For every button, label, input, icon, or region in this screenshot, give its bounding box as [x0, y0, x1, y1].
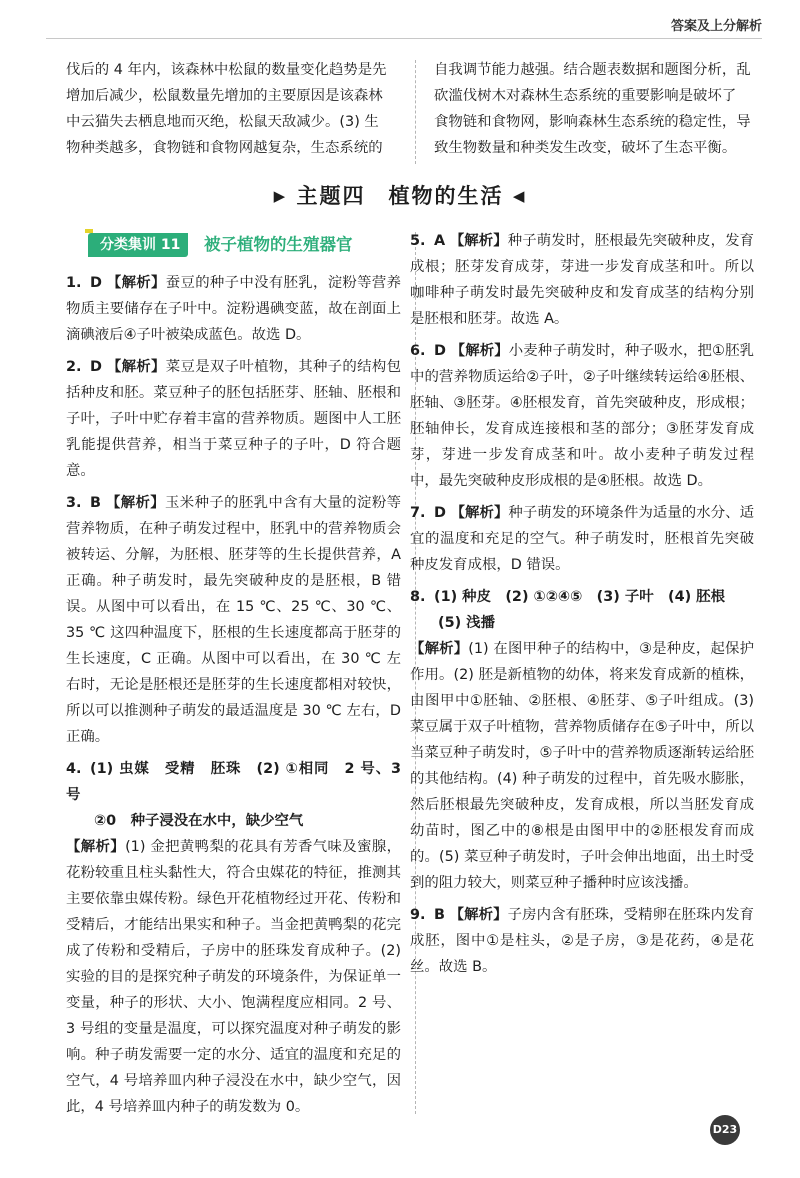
answer-line: (1) 种皮 (2) ①②④⑤ (3) 子叶 (4) 胚根 [434, 589, 725, 605]
section-title: 被子植物的生殖器官 [204, 235, 353, 254]
item-number: 6. [410, 343, 426, 359]
text-line: 增加后减少，松鼠数量先增加的主要原因是该森林 [66, 88, 383, 104]
analysis-text: 子房内含有胚珠，受精卵在胚珠内发育成胚，图中①是柱头，②是子房，③是花药，④是花丝。故选 B。 [410, 907, 754, 975]
analysis-tag: 【解析】 [105, 495, 166, 511]
running-header: 答案及上分解析 [670, 19, 762, 34]
answer-item-2 [66, 354, 401, 484]
text-line: 致生物数量和种类发生改变，破坏了生态平衡。 [434, 140, 737, 156]
answer-item-5 [410, 228, 754, 332]
analysis-text: 蚕豆的种子中没有胚乳，淀粉等营养物质主要储存在子叶中。淀粉遇碘变蓝，故在剖面上滴碘液后④子叶被染成蓝色。故选 D。 [66, 275, 401, 343]
analysis-tag: 【解析】 [106, 359, 166, 375]
item-number: 8. [410, 589, 426, 605]
analysis-tag: 【解析】 [450, 505, 509, 521]
continuation-right [434, 57, 754, 161]
item-number: 2. [66, 359, 82, 375]
answer-choice: D [90, 359, 102, 375]
analysis-tag: 【解析】 [410, 641, 469, 657]
column-divider [415, 60, 416, 164]
text-line: 伐后的 4 年内，该森林中松鼠的数量变化趋势是先 [66, 62, 387, 78]
analysis-text: 种子萌发的环境条件为适量的水分、适宜的温度和充足的空气。种子萌发时，胚根首先突破种皮发育成根，D 错误。 [410, 505, 754, 573]
answer-choice: D [434, 343, 446, 359]
answer-choice: D [90, 275, 102, 291]
left-column [66, 270, 401, 1120]
analysis-text: (1) 在图甲种子的结构中，③是种皮，起保护作用。(2) 胚是新植物的幼体，将来发育成新的植株，由图甲中①胚轴、②胚根、④胚芽、⑤子叶组成。(3) 菜豆属于双子叶植物，营养物质储存在⑤子叶中，所以当菜豆种子萌发时，⑤子叶中的营养物质逐渐转运给胚的其他结构。(4) 种子萌发的过程中，首先吸水膨胀，然后胚根最先突破种皮，发育成根，所以当胚发育成幼苗时，图乙中的⑧根是由图甲中的②胚根发育而成的。(5) 菜豆种子萌发时，子叶会伸出地面，出土时受到的阻力较大，则菜豆种子播种时应该浅播。 [410, 641, 754, 891]
answer-item-4 [66, 756, 401, 1120]
triangle-right-icon: ▶ [273, 187, 288, 205]
analysis-text: 种子萌发时，胚根最先突破种皮，发育成根；胚芽发育成芽，芽进一步发育成茎和叶。所以咖啡种子萌发时最先突破种皮和发育成茎的结构分别是胚根和胚芽。故选 A。 [410, 233, 754, 327]
analysis-text: 菜豆是双子叶植物，其种子的结构包括种皮和胚。菜豆种子的胚包括胚芽、胚轴、胚根和子叶，子叶中贮存着丰富的营养物质。题图中人工胚乳能提供营养，相当于菜豆种子的子叶，D 符合题意。 [66, 359, 401, 479]
analysis-text: (1) 金把黄鸭梨的花具有芳香气味及蜜腺，花粉较重且柱头黏性大，符合虫媒花的特征，推测其主要依靠虫媒传粉。绿色开花植物经过开花、传粉和受精后，才能结出果实和种子。当金把黄鸭梨的花完成了传粉和受精后，子房中的胚珠发育成种子。(2) 实验的目的是探究种子萌发的环境条件，为保证单一变量，种子的形状、大小、饱满程度应相同。2 号、3 号组的变量是温度，可以探究温度对种子萌发的影响。种子萌发需要一定的水分、适宜的温度和充足的空气，4 号培养皿内种子浸没在水中，缺少空气，因此，4 号培养皿内种子的萌发数为 0。 [66, 839, 401, 1115]
continuation-left [66, 57, 400, 161]
answer-line: (1) 虫媒 受精 胚珠 (2) ①相同 2 号、3 号 [66, 761, 401, 803]
answer-choice: B [434, 907, 445, 923]
item-number: 5. [410, 233, 426, 249]
analysis-tag: 【解析】 [66, 839, 126, 855]
answer-line: ②0 种子浸没在水中，缺少空气 [94, 813, 304, 829]
answer-item-7 [410, 500, 754, 578]
item-number: 9. [410, 907, 426, 923]
answer-item-6 [410, 338, 754, 494]
answer-item-1 [66, 270, 401, 348]
analysis-text: 小麦种子萌发时，种子吸水，把①胚乳中的营养物质运给②子叶，②子叶继续转运给④胚根、胚轴、③胚芽。④胚根发育，首先突破种皮，形成根；胚轴伸长，发育成连接根和茎的部分；③胚芽发育成芽，芽进一步发育成茎和叶。故小麦种子萌发过程中，最先突破种皮形成根的是④胚根。故选 D。 [410, 343, 755, 489]
item-number: 4. [66, 761, 82, 777]
answer-choice: D [434, 505, 446, 521]
text-line: 中云猫失去栖息地而灭绝，松鼠天敌减少。(3) 生 [66, 114, 379, 130]
item-number: 1. [66, 275, 82, 291]
analysis-tag: 【解析】 [449, 233, 508, 249]
analysis-tag: 【解析】 [450, 343, 509, 359]
answer-item-3 [66, 490, 401, 750]
text-line: 自我调节能力越强。结合题表数据和题图分析，乱 [434, 62, 751, 78]
analysis-tag: 【解析】 [106, 275, 166, 291]
header-rule [46, 38, 762, 39]
item-number: 7. [410, 505, 426, 521]
text-line: 食物链和食物网，影响森林生态系统的稳定性，导 [434, 114, 751, 130]
answer-choice: B [90, 495, 101, 511]
analysis-text: 玉米种子的胚乳中含有大量的淀粉等营养物质，在种子萌发过程中，胚乳中的营养物质会被转运、分解，为胚根、胚芽等的生长提供营养，A 正确。种子萌发时，最先突破种皮的是胚根，B 错误。从图中可以看出，在 15 ℃、25 ℃、30 ℃、35 ℃ 这四种温度下，胚根的生长速度都高于胚芽的生长速度，C 正确。从图中可以看出，在 30 ℃ 左右时，无论是胚根还是胚芽的生长速度都相对较快，所以可以推测种子萌发的最适温度是 30 ℃ 左右，D 正确。 [66, 495, 401, 745]
triangle-left-icon: ◀ [512, 187, 527, 205]
text-line: 砍滥伐树木对森林生态系统的重要影响是破坏了 [434, 88, 737, 104]
text-line: 物种类越多，食物链和食物网越复杂，生态系统的 [66, 140, 383, 156]
section-tag: 分类集训 11 [88, 233, 188, 257]
right-column [410, 228, 754, 980]
page-number-badge: D23 [710, 1115, 740, 1145]
answer-item-9 [410, 902, 754, 980]
answer-line: (5) 浅播 [438, 615, 495, 631]
theme-heading [0, 180, 800, 210]
answer-choice: A [434, 233, 446, 249]
answer-item-8 [410, 584, 754, 896]
analysis-tag: 【解析】 [449, 907, 508, 923]
item-number: 3. [66, 495, 82, 511]
theme-title: 主题四 植物的生活 [296, 184, 504, 208]
section-banner [88, 229, 408, 259]
